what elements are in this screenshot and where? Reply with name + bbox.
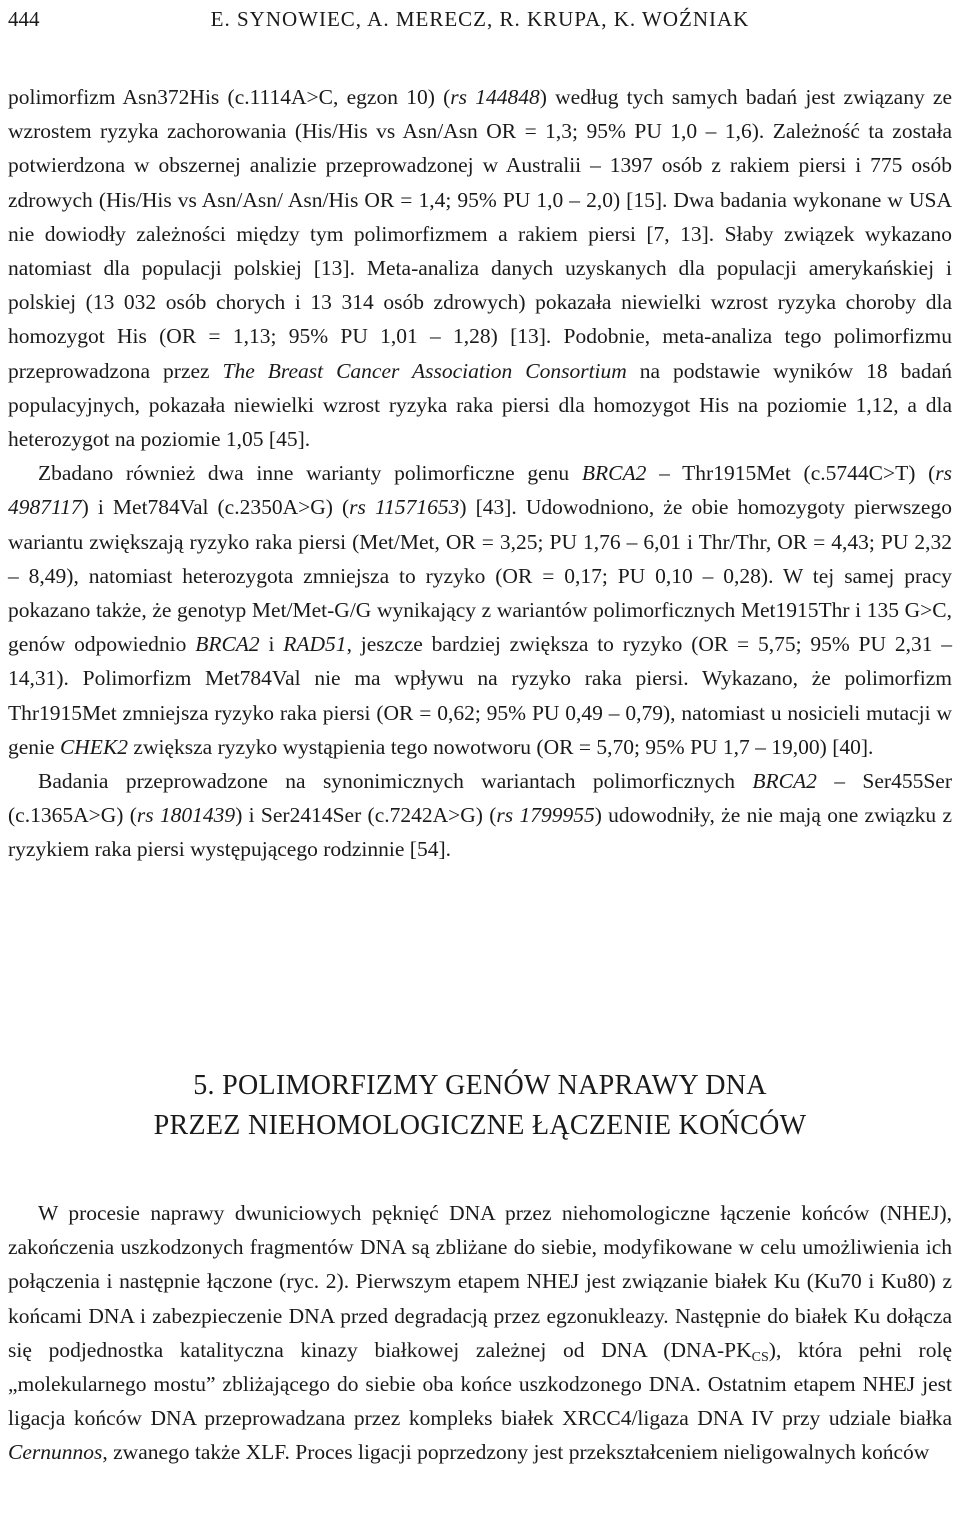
text-run: Badania przeprowadzone na synonimicznych wariantach polimorficznych [38, 769, 753, 794]
gene-name: BRCA2 [752, 769, 817, 794]
text-run: na podstawie wyników 18 badań populacyjnych, pokazała niewielki wzrost ryzyka raka piersi dla homozygot His na poziomie 1,12, a dla heterozygot na poziomie 1,05 [45]. [8, 358, 952, 452]
subscript: CS [751, 1349, 769, 1365]
running-head-authors: E. SYNOWIEC, A. MERECZ, R. KRUPA, K. WOŹNIAK [210, 7, 750, 31]
section-heading-line-2: PRZEZ NIEHOMOLOGICZNE ŁĄCZENIE KOŃCÓW [153, 1110, 807, 1141]
rs-identifier: rs 4987117 [8, 461, 952, 520]
rs-identifier: rs 1799955 [496, 803, 595, 828]
text-run: ), która pełni rolę „molekularnego mostu” zbliżającego do siebie oba końce uszkodzonego DNA. Ostatnim etapem NHEJ jest ligacja końców DNA przeprowadzana przez kompleks białek XRCC4/ligaza DNA IV przy udziale białka [8, 1337, 952, 1431]
text-run: ) i Ser2414Ser (c.7242A>G) ( [235, 803, 497, 828]
gene-name: BRCA2 [195, 632, 260, 657]
section-heading-line-1: 5. POLIMORFIZMY GENÓW NAPRAWY DNA [193, 1070, 767, 1101]
text-run: i [259, 632, 284, 657]
text-run: , jeszcze bardziej zwiększa to ryzyko (OR = 5,75; 95% PU 2,31 – 14,31). Polimorfizm Met784Val nie ma wpływu na ryzyko raka piersi. Wykazano, że polimorfizm Thr1915Met zmniejsza ryzyko raka piersi (OR = 0,62; 95% PU 0,49 – 0,79), natomiast u nosicieli mutacji w genie [8, 632, 952, 759]
text-run: zwiększa ryzyko wystąpienia tego nowotworu (OR = 5,70; 95% PU 1,7 – 19,00) [40]. [128, 734, 874, 759]
text-run: ) udowodniły, że nie mają one związku z ryzykiem raka piersi występującego rodzinnie [54]. [8, 803, 953, 862]
gene-name: BRCA2 [581, 461, 647, 486]
text-run: ) [43]. Udowodniono, że obie homozygoty pierwszego wariantu zwiększają ryzyko raka piersi (Met/Met, OR = 3,25; PU 1,76 – 6,01 i Thr/Thr, OR = 4,43; PU 2,32 – 8,49), natomiast heterozygota zmniejsza to ryzyko (OR = 0,17; PU 0,10 – 0,28). W tej samej pracy pokazano także, że genotyp Met/Met-G/G wynikający z wariantów polimorficznych Met1915Thr i 135 G>C, genów odpowiednio [8, 495, 952, 657]
text-run: Zbadano również dwa inne warianty polimorficzne genu [38, 461, 582, 486]
paragraph [8, 1196, 952, 1470]
paragraph [8, 456, 952, 764]
rs-identifier: rs 1801439 [136, 803, 236, 828]
text-run: , zwanego także XLF. Proces ligacji poprzedzony jest przekształceniem nieligowalnych końców [102, 1440, 930, 1465]
text-run: polimorfizm Asn372His (c.1114A>C, egzon 10) ( [8, 85, 451, 109]
text-run: – Ser455Ser (c.1365A>G) ( [8, 769, 952, 828]
gene-name: RAD51 [283, 632, 347, 657]
rs-identifier: rs 11571653 [349, 495, 460, 520]
body-text-block-1 [8, 80, 952, 867]
protein-name: Cernunnos [8, 1440, 103, 1465]
page-number: 444 [8, 7, 40, 31]
text-run: W procesie naprawy dwuniciowych pęknięć DNA przez niehomologiczne łączenie końców (NHEJ), zakończenia uszkodzonych fragmentów DNA są zbliżane do siebie, modyfikowane w celu umożliwienia ich połączenia i następnie łączone (ryc. 2). Pierwszym etapem NHEJ jest związanie białek Ku (Ku70 i Ku80) z końcami DNA i zabezpieczenie DNA przed degradacją przez egzonukleazy. Następnie do białek Ku dołącza się podjednostka katalityczna kinazy białkowej zależnej od DNA (DNA-PK [8, 1201, 952, 1362]
body-text-block-2 [8, 1196, 952, 1470]
text-run: ) według tych samych badań jest związany ze wzrostem ryzyka zachorowania (His/His vs Asn/Asn OR = 1,3; 95% PU 1,0 – 1,6). Zależność ta została potwierdzona w obszernej analizie przeprowadzonej w Australii – 1397 osób z rakiem piersi i 775 osób zdrowych (His/His vs Asn/Asn/ Asn/His OR = 1,4; 95% PU 1,0 – 2,0) [15]. Dwa badania wykonane w USA nie dowiodły zależności między tym polimorfizmem a rakiem piersi [7, 13]. Słaby związek wykazano natomiast dla populacji polskiej [13]. Meta-analiza danych uzyskanych dla populacji amerykańskiej i polskiej (13 032 osób chorych i 13 314 osób zdrowych) pokazała niewielki wzrost ryzyka choroby dla homozygot His (OR = 1,13; 95% PU 1,01 – 1,28) [13]. Podobnie, meta-analiza tego polimorfizmu przeprowadzona przez [8, 85, 953, 383]
text-run: ) i Met784Val (c.2350A>G) ( [81, 495, 350, 520]
paragraph [8, 764, 952, 867]
consortium-name: The Breast Cancer Association Consortium [222, 358, 627, 383]
text-run: – Thr1915Met (c.5744C>T) ( [646, 461, 936, 486]
gene-name: CHEK2 [59, 734, 129, 759]
paragraph [8, 80, 952, 456]
section-heading [0, 1066, 960, 1146]
running-head [8, 4, 952, 34]
rs-identifier: rs 144848 [450, 85, 540, 109]
